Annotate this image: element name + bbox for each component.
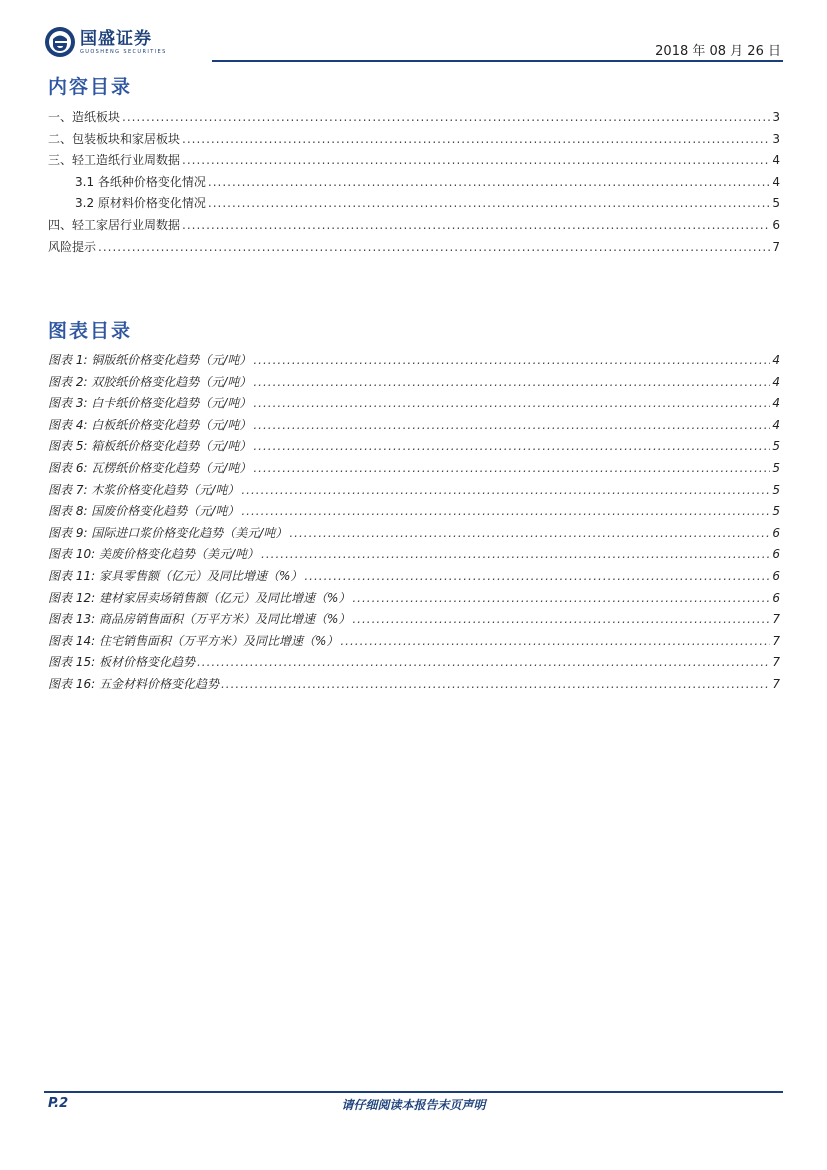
toc-leader-dots [208, 196, 770, 210]
toc-entry-page: 5 [772, 504, 780, 519]
toc-entry-label: 图表 15: 板材价格变化趋势 [48, 655, 195, 670]
toc-entry-page: 4 [772, 417, 780, 432]
toc-leader-dots [253, 418, 770, 432]
figure-toc-entry[interactable] [48, 632, 780, 654]
toc-leader-dots [253, 461, 770, 475]
toc-entry-label: 3.1 各纸种价格变化情况 [75, 174, 206, 189]
toc-entry-page: 6 [772, 590, 780, 605]
toc-entry-label: 图表 2: 双胶纸价格变化趋势（元/吨） [48, 374, 252, 389]
toc-entry[interactable] [48, 216, 780, 238]
toc-entry-page: 4 [772, 174, 780, 189]
toc-entry-page: 6 [772, 568, 780, 583]
toc-leader-dots [241, 483, 770, 497]
toc-leader-dots [253, 375, 770, 389]
toc-leader-dots [221, 677, 770, 691]
toc-entry-label: 二、包装板块和家居板块 [48, 131, 181, 146]
toc-leader-dots [352, 612, 770, 626]
report-date: 2018 年 08 月 26 日 [655, 44, 781, 59]
toc-leader-dots [340, 634, 770, 648]
toc-entry-page: 5 [772, 482, 780, 497]
content-toc [48, 108, 780, 259]
toc-entry-page: 4 [772, 396, 780, 411]
toc-leader-dots [182, 218, 770, 232]
toc-entry-label: 图表 14: 住宅销售面积（万平方米）及同比增速（%） [48, 633, 339, 648]
figure-toc-entry[interactable] [48, 481, 780, 503]
toc-entry-label: 图表 3: 白卡纸价格变化趋势（元/吨） [48, 396, 252, 411]
toc-entry-page: 4 [772, 374, 780, 389]
figure-toc-entry[interactable] [48, 351, 780, 373]
toc-leader-dots [253, 396, 770, 410]
toc-entry-label: 3.2 原材料价格变化情况 [75, 196, 206, 211]
toc-leader-dots [352, 591, 770, 605]
page-number: P.2 [48, 1096, 69, 1111]
toc-entry-page: 7 [772, 239, 780, 254]
toc-entry-page: 5 [772, 460, 780, 475]
toc-leader-dots [197, 655, 770, 669]
toc-entry-label: 四、轻工家居行业周数据 [48, 217, 181, 232]
figure-toc [48, 351, 780, 697]
toc-entry-label: 图表 8: 国废价格变化趋势（元/吨） [48, 504, 240, 519]
toc-entry[interactable] [48, 238, 780, 260]
toc-leader-dots [182, 153, 770, 167]
figure-toc-entry[interactable] [48, 589, 780, 611]
toc-entry-page: 5 [772, 439, 780, 454]
brand-logo [44, 26, 167, 58]
toc-entry-page: 3 [772, 110, 780, 124]
toc-leader-dots [253, 439, 770, 453]
toc-entry-page: 5 [772, 196, 780, 211]
toc-entry[interactable] [48, 151, 780, 173]
figure-toc-entry[interactable] [48, 675, 780, 697]
toc-entry-label: 风险提示 [48, 239, 97, 254]
toc-entry-page: 6 [772, 547, 780, 562]
content-toc-title: 内容目录 [48, 76, 133, 98]
figure-toc-entry[interactable] [48, 545, 780, 567]
toc-leader-dots [98, 240, 770, 254]
toc-entry-label: 图表 11: 家具零售额（亿元）及同比增速（%） [48, 568, 303, 583]
toc-entry-page: 7 [772, 633, 780, 648]
figure-toc-entry[interactable] [48, 524, 780, 546]
toc-entry-label: 一、造纸板块 [48, 110, 121, 124]
toc-entry-label: 图表 16: 五金材料价格变化趋势 [48, 676, 219, 691]
figure-toc-title: 图表目录 [48, 320, 133, 342]
toc-entry-label: 图表 6: 瓦楞纸价格变化趋势（元/吨） [48, 460, 252, 475]
toc-entry[interactable] [48, 173, 780, 195]
toc-entry-page: 7 [772, 676, 780, 691]
toc-leader-dots [241, 504, 770, 518]
figure-toc-entry[interactable] [48, 394, 780, 416]
brand-name-cn: 国盛证券 [80, 28, 152, 49]
toc-entry-page: 6 [772, 525, 780, 540]
toc-leader-dots [182, 132, 770, 146]
toc-entry[interactable] [48, 130, 780, 152]
toc-leader-dots [208, 175, 770, 189]
toc-entry-page: 7 [772, 655, 780, 670]
toc-entry-label: 图表 4: 白板纸价格变化趋势（元/吨） [48, 417, 252, 432]
toc-entry[interactable] [48, 108, 780, 130]
toc-entry-label: 图表 9: 国际进口浆价格变化趋势（美元/吨） [48, 525, 288, 540]
figure-toc-entry[interactable] [48, 416, 780, 438]
toc-entry-page: 4 [772, 153, 780, 168]
toc-entry-label: 图表 1: 铜版纸价格变化趋势（元/吨） [48, 353, 252, 367]
toc-entry-page: 4 [772, 353, 780, 367]
disclaimer-note: 请仔细阅读本报告末页声明 [341, 1098, 486, 1112]
toc-entry-label: 图表 12: 建材家居卖场销售额（亿元）及同比增速（%） [48, 590, 351, 605]
toc-entry-page: 7 [772, 612, 780, 627]
toc-entry-page: 6 [772, 217, 780, 232]
toc-entry-label: 图表 10: 美废价格变化趋势（美元/吨） [48, 547, 259, 562]
figure-toc-entry[interactable] [48, 502, 780, 524]
toc-leader-dots [261, 547, 770, 561]
toc-leader-dots [304, 569, 770, 583]
toc-leader-dots [289, 526, 770, 540]
figure-toc-entry[interactable] [48, 459, 780, 481]
toc-entry-label: 图表 5: 箱板纸价格变化趋势（元/吨） [48, 439, 252, 454]
footer-divider [44, 1091, 783, 1093]
figure-toc-entry[interactable] [48, 567, 780, 589]
toc-entry-label: 图表 13: 商品房销售面积（万平方米）及同比增速（%） [48, 612, 351, 627]
figure-toc-entry[interactable] [48, 610, 780, 632]
page-header [44, 26, 783, 62]
toc-entry-label: 三、轻工造纸行业周数据 [48, 153, 181, 168]
toc-entry[interactable] [48, 194, 780, 216]
toc-entry-label: 图表 7: 木浆价格变化趋势（元/吨） [48, 482, 240, 497]
figure-toc-entry[interactable] [48, 653, 780, 675]
toc-leader-dots [253, 353, 770, 367]
figure-toc-entry[interactable] [48, 437, 780, 459]
toc-entry-page: 3 [772, 131, 780, 146]
figure-toc-entry[interactable] [48, 373, 780, 395]
guosheng-logo-icon [44, 26, 76, 58]
toc-leader-dots [122, 110, 770, 124]
header-divider [212, 60, 783, 62]
brand-name-en: GUOSHENG SECURITIES [80, 48, 167, 55]
